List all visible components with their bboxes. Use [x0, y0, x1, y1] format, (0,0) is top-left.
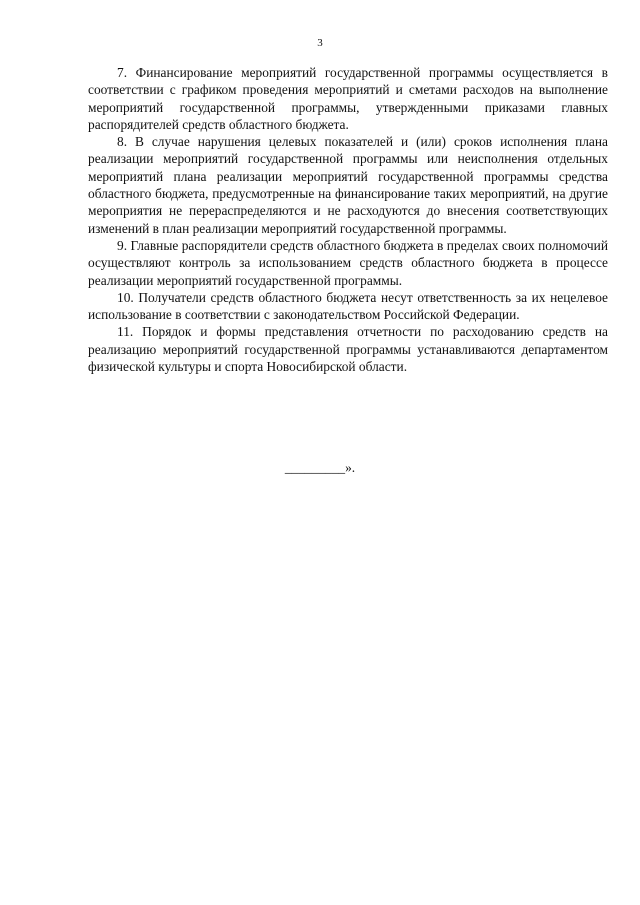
paragraph-10: 10. Получатели средств областного бюджета несут ответственность за их нецелевое использование в соответствии с законодательством Российской Федерации.: [88, 289, 608, 323]
closing-mark: _________».: [284, 460, 356, 475]
document-body: [88, 64, 608, 375]
page-number: 3: [317, 37, 323, 49]
paragraph-7: 7. Финансирование мероприятий государственной программы осуществляется в соответствии с графиком проведения мероприятий и сметами расходов на выполнение мероприятий государственной программы, утвержденными приказами главных распорядителей средств областного бюджета.: [88, 65, 608, 132]
paragraph-9: 9. Главные распорядители средств областного бюджета в пределах своих полномочий осуществляют контроль за использованием средств областного бюджета в процессе реализации мероприятий государственной программы.: [88, 237, 608, 288]
paragraph-8: 8. В случае нарушения целевых показателей и (или) сроков исполнения плана реализации мероприятий государственной программы или неисполнения отдельных мероприятий плана реализации мероприятий государственной программы средства областного бюджета, предусмотренные на финансирование таких мероприятий, на другие мероприятия не перераспределяются и не расходуются до внесения соответствующих изменений в план реализации мероприятий государственной программы.: [88, 134, 608, 236]
paragraph-11: 11. Порядок и формы представления отчетности по расходованию средств на реализацию мероприятий государственной программы устанавливаются департаментом физической культуры и спорта Новосибирской области.: [88, 324, 608, 375]
